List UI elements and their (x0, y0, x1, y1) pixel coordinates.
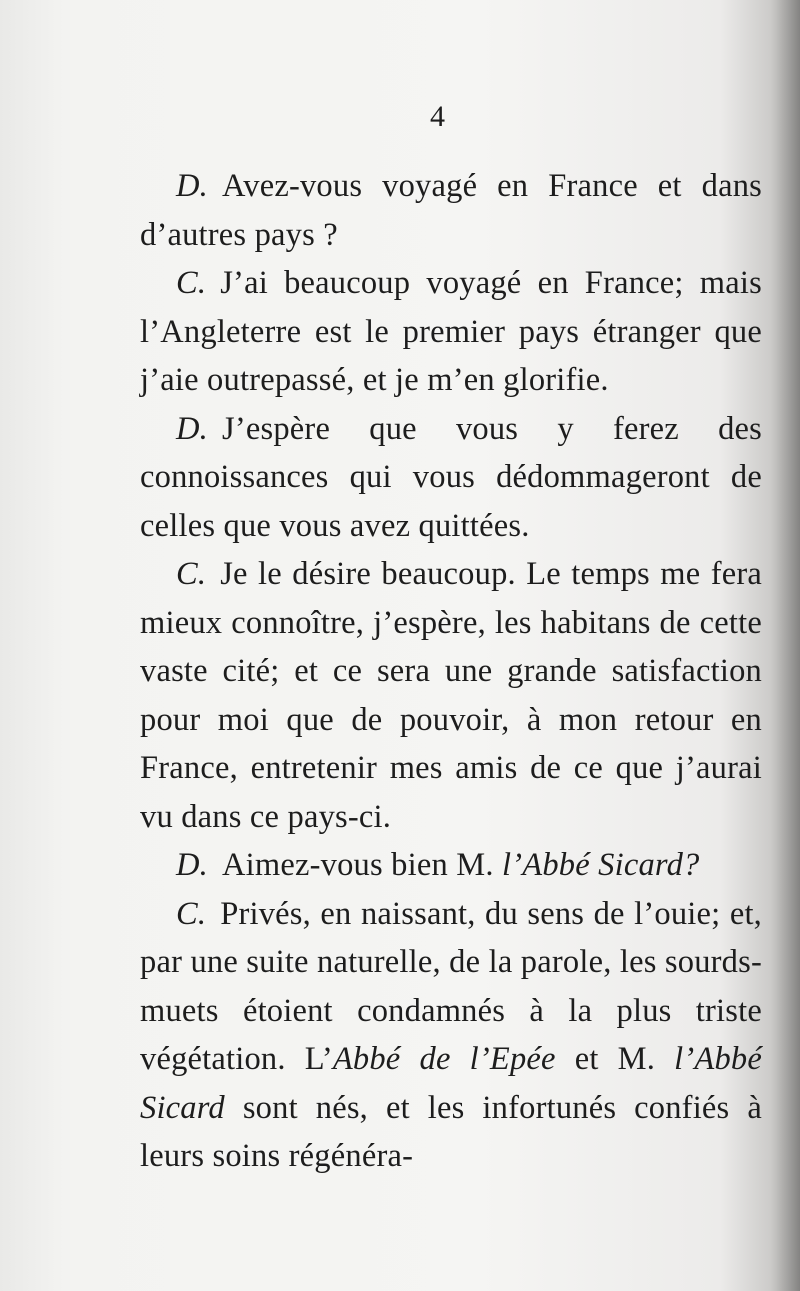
italic-name: l’Abbé Sicard? (502, 847, 700, 883)
italic-name: Abbé de l’Epée (332, 1041, 556, 1077)
dialogue-paragraph (140, 162, 762, 259)
paragraph-text: sont nés, et les infortunés confiés à leurs soins régénéra- (140, 1089, 762, 1174)
paragraph-text: et M. (555, 1041, 675, 1077)
speaker-label: C. (176, 895, 207, 932)
italic-name: l’Abbé Sicard (140, 1041, 762, 1126)
speaker-label: C. (176, 556, 207, 592)
page-edge-shadow (770, 0, 800, 1291)
speaker-label: D. (176, 410, 208, 447)
dialogue-text (140, 162, 762, 1181)
dialogue-paragraph (140, 550, 762, 841)
speaker-label: C. (176, 265, 207, 301)
dialogue-paragraph (140, 890, 762, 1181)
paragraph-text: Privés, en naissant, du sens de l’ouie; et, par une suite naturelle, de la parole, les sourds-muets étoient condamnés à la plus triste végétation. L’ (140, 895, 762, 1077)
speaker-label: D. (176, 847, 208, 883)
dialogue-paragraph (140, 259, 762, 405)
paragraph-text: Avez-vous voyagé en France et dans d’autres pays ? (140, 168, 762, 253)
paragraph-text: J’ai beaucoup voyagé en France; mais l’Angleterre est le premier pays étranger que j’aie outrepassé, et je m’en glorifie. (140, 265, 762, 398)
paragraph-text: Aimez-vous bien M. (222, 847, 503, 883)
dialogue-paragraph (140, 841, 762, 890)
dialogue-paragraph (140, 405, 762, 551)
page-number: 4 (430, 100, 445, 133)
speaker-label: D. (176, 168, 208, 204)
paragraph-text: Je le désire beaucoup. Le temps me fera mieux connoître, j’espère, les habitans de cette vaste cité; et ce sera une grande satisfaction pour moi que de pouvoir, à mon retour en France, entretenir mes amis de ce que j’aurai vu dans ce pays-ci. (140, 556, 762, 835)
paragraph-text: J’espère que vous y ferez des connoissances qui vous dédommageront de celles que vous avez quittées. (140, 410, 762, 544)
